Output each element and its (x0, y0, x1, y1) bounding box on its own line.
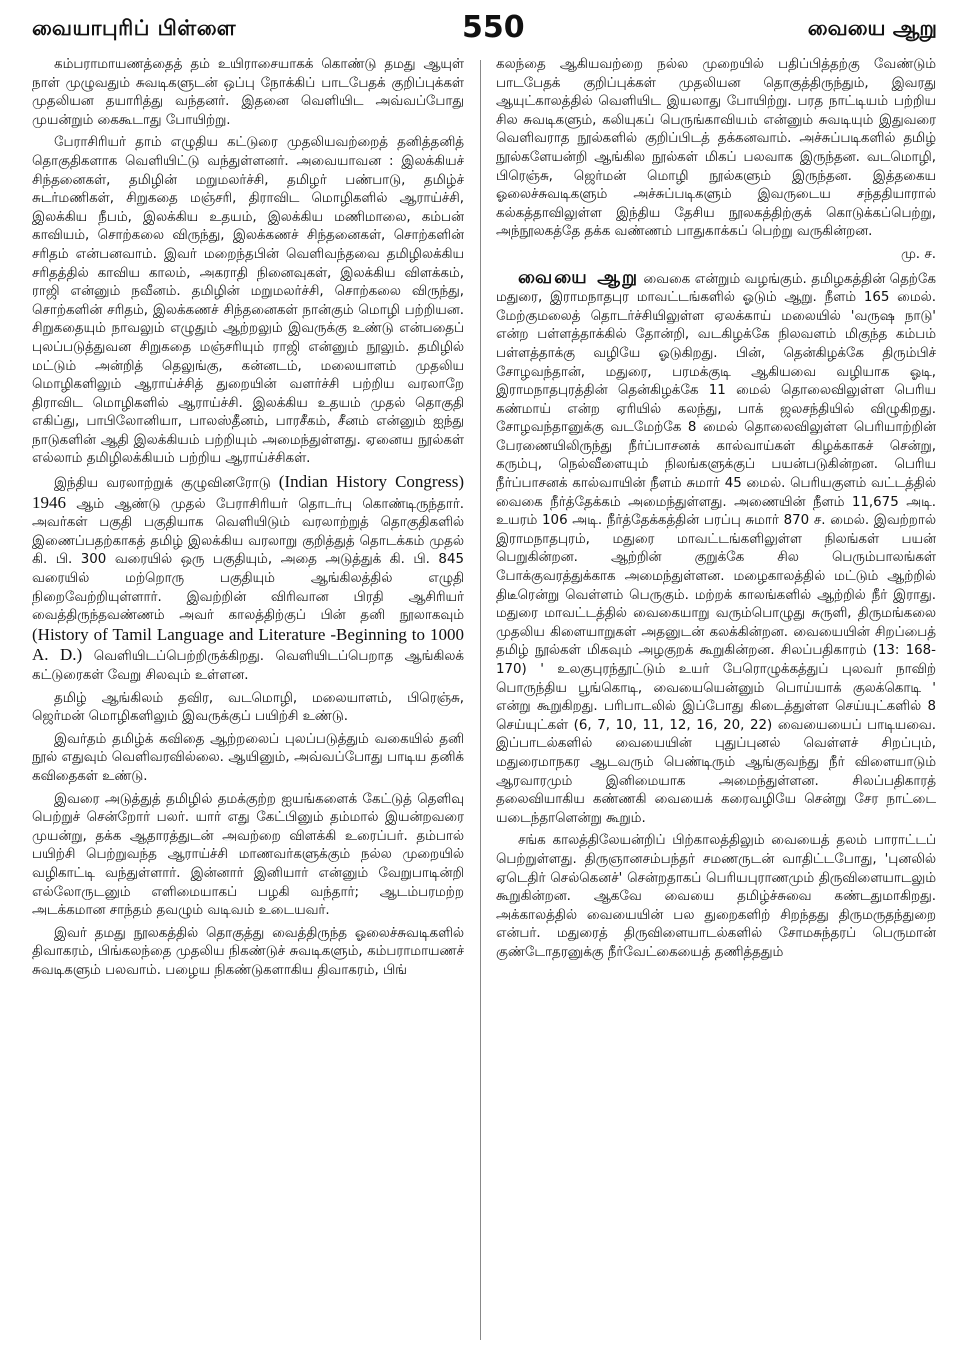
left-paragraph-3-english-1: (Indian History Congress) 1946 (32, 472, 464, 512)
header-right-title: வையை ஆறு (807, 16, 937, 40)
right-paragraph-3: சங்க காலத்திலேயன்றிப் பிற்காலத்திலும் வையைத் தலம் பாராட்டப் பெற்றுள்ளது. திருஞானசம்பந்தர் சமணருடன் வாதிட்டபோது, 'புனலில் ஏடெதிர் செல்கெனச்' சென்றதாகப் பெரியபுராணமும் திருவிளையாடலும் கூறுகின்றன. ஆகவே வையை தமிழ்ச்சுவை கண்டதுமாகிறது. அக்காலத்தில் வையையின் பல துறைகளிற் சிறந்தது திருமருதந்துறை என்பர். மதுரைத் திருவிளையாடல்களில் சோமசுந்தரப் பெருமான் குண்டோதரனுக்கு நீர்வேட்கையைத் தணித்ததும் (496, 833, 936, 960)
left-paragraph-3-english-2: (History of Tamil Language and Literature -Beginning to 1000 A. D.) (32, 624, 464, 665)
left-paragraph-3-part-c: வெளியிடப்பெற்றிருக்கிறது. வெளியிடப்பெறாத ஆங்கிலக் கட்டுரைகள் வேறு சிலவும் உள்ளன. (32, 649, 464, 683)
entry-body: வைகை என்றும் வழங்கும். தமிழகத்தின் தெற்கே மதுரை, இராமநாதபுர மாவட்டங்களில் ஓடும் ஆறு. நீளம் 165 மைல். மேற்குமலைத் தொடர்ச்சியிலுள்ள ஏலக்காய் மலையில் 'வருஷ நாடு' என்ற பள்ளத்தாக்கில் தோன்றி, வடகிழக்கே நிலவளம் மிகுந்த கம்பம் பள்ளத்தாக்கு வழியே ஓடுகிறது. பின், தென்கிழக்கே திரும்பிச் சோழவந்தான், மதுரை, பரமக்குடி ஆகியவை வழியாக ஓடி, இராமநாதபுரத்தின் தென்கிழக்கே 11 மைல் தொலைவிலுள்ள பெரிய கண்மாய் என்ற ஏரியில் கலந்து, பாக் ஜலசந்தியில் விழுகிறது. சோழவந்தானுக்கு வடமேற்கே 8 மைல் தொலைவிலுள்ள பெரியாற்றின் பேரணையிலிருந்து நீர்ப்பாசனக் கால்வாய்கள் கிழக்காகச் சென்று, கரும்பு, நெல்வீளையும் நிலங்களுக்குப் பயன்படுகின்றன. பெரிய நீர்ப்பாசனக் கால்வாயின் நீளம் சுமார் 45 மைல். பெரியகுளம் வட்டத்தில் வைகை நீர்த்தேக்கம் அமைந்துள்ளது. அணையின் நீளம் 11,675 அடி. உயரம் 106 அடி. நீர்த்தேக்கத்தின் பரப்பு சுமார் 870 ச. மைல். இவற்றால் இராமநாதபுரம், மதுரை மாவட்டங்களிலுள்ள நிலங்கள் பயன் பெறுகின்றன. ஆற்றின் குறுக்கே சில பெரும்பாலங்கள் போக்குவரத்துக்காக அமைந்துள்ளன. மழைகாலத்தில் மட்டும் ஆற்றில் திடீரென்று வெள்ளம் பெருகும். மற்றக் காலங்களில் ஆற்றில் நீர் இராது. மதுரை மாவட்டத்தில் வைகையாறு வரும்பொழுது சுருளி, திருமங்கலை முதலிய கிளையாறுகள் அதனுடன் கலக்கின்றன. வையையின் சிறப்பைத் தமிழ் நூல்கள் மிகவும் அழகுறக் கூறுகின்றன. சிலப்பதிகாரம் (13: 168-170) ' உலகுபுரந்தூட்டும் உயர் பேரொழுக்கத்துப் புலவர் நாவிற் பொருந்திய பூங்கொடி, வையையென்னும் பொய்யாக் குலக்கொடி ' என்று கூறுகிறது. பரிபாடலில் இப்போது கிடைத்துள்ள செய்யுட்களில் 8 செய்யுட்கள் (6, 7, 10, 11, 12, 16, 20, 22) வையையைப் பாடியவை. இப்பாடல்களில் வையையின் புதுப்புனல் வெள்ளச் சிறப்பும், மதுரைமாநகர ஆடவரும் பெண்டிரும் ஆங்குவந்து நீர் விளையாடும் ஆரவாரமும் இனிமையாக அமைந்துள்ளன. சிலப்பதிகாரத் தலைவியாகிய கண்ணகி வையைக் கரைவழியே சென்று சேர நாட்டை யடைந்தாளென்று கூறும். (496, 271, 936, 826)
left-paragraph-1: கம்பராமாயணத்தைத் தம் உயிராசையாகக் கொண்டு தமது ஆயுள் நாள் முழுவதும் சுவடிகளுடன் ஒப்பு நோக்கிப் பாடபேதக் குறிப்புக்கள் முதலியன தயாரித்து வந்தனர். இதனை வெளியிட அவ்வப்போது முயன்றும் கைகூடாது போயிற்று. (32, 57, 464, 128)
page-number: 550 (462, 10, 525, 45)
left-paragraph-6: இவரை அடுத்துத் தமிழில் தமக்குற்ற ஐயங்களைக் கேட்டுத் தெளிவு பெற்றுச் சென்றோர் பலர். யார் எது கேட்பினும் தம்மால் இயன்றவரை முயன்று, தக்க ஆதாரத்துடன் அவற்றை விளக்கி உரைப்பர். தம்பால் பயிற்சி பெற்றுவந்த ஆராய்ச்சி மாணவர்களுக்கும் நல்ல முறையில் வழிகாட்டி வந்துள்ளார். இன்னார் இனியார் என்னும் வேறுபாடின்றி எல்லோருடனும் எளிமையாகப் பழகி வந்தார்; ஆடம்பரமற்ற அடக்கமான சாந்தம் தவழும் வடிவம் உடையவர். (32, 791, 464, 919)
left-paragraph-2: பேராசிரியர் தாம் எழுதிய கட்டுரை முதலியவற்றைத் தனித்தனித் தொகுதிகளாக வெளியிட்டு வந்துள்ளனர். அவையாவன : இலக்கியச் சிந்தனைகள், தமிழின் மறுமலர்ச்சி, தமிழர் பண்பாடு, தமிழ்ச் சுடர்மணிகள், சிறுகதை மஞ்சரி, திராவிட மொழிகளில் ஆராய்ச்சி, இலக்கிய நீபம், இலக்கிய உதயம், இலக்கிய மணிமாலை, கம்பன் காவியம், சொற்கலை விருந்து, இலக்கணச் சிந்தனைகள், சொற்களின் சரிதம் என்பனவாம். இவர் மறைந்தபின் வெளிவந்தவை தமிழிலக்கிய சரிதத்தில் காவிய காலம், அகராதி நினைவுகள், இலக்கிய விளக்கம், ராஜி என்னும் நவீனம். தமிழின் மறுமலர்ச்சி, சொற்கலை விருந்து, சொற்களின் சரிதம், இலக்கணச் சிந்தனைகள் நான்கும் மொழி பற்றியன. சிறுகதையும் நாவலும் எழுதும் ஆற்றலும் இவருக்கு உண்டு என்பதைப் புலப்படுத்துவன சிறுகதை மஞ்சரியும் ராஜி என்னும் நூலும். தமிழில் மட்டும் அன்றித் தெலுங்கு, கன்னடம், மலையாளம் முதலிய மொழிகளிலும் ஆராய்ச்சித் துறையின் வளர்ச்சி பற்றிய வரலாறே திராவிட மொழிகளில் ஆராய்ச்சி. இலக்கிய உதயம் முதல் தொகுதி எகிப்து, பாபிலோனியா, பாலஸ்தீனம், பாரசீகம், சீனம் என்னும் ஐந்து நாடுகளின் ஆதி இலக்கியம் பற்றியும் அமைந்துள்ளது. ஏனைய நூல்கள் எல்லாம் தமிழிலக்கியம் பற்றிய ஆராய்ச்சிகள். (32, 135, 464, 467)
left-paragraph-7: இவர் தமது நூலகத்தில் தொகுத்து வைத்திருந்த ஓலைச்சுவடிகளில் திவாகரம், பிங்கலந்தை முதலிய நிகண்டுச் சுவடிகளும், கம்பராமாயணச் சுவடிகளும் பலவாம். பழைய நிகண்டுகளாகிய திவாகரம், பிங் (32, 925, 464, 978)
right-column (496, 56, 936, 1352)
left-paragraph-5: இவர்தம் தமிழ்க் கவிதை ஆற்றலைப் புலப்படுத்தும் வகையில் தனி நூல் எதுவும் வெளிவரவில்லை. ஆயினும், அவ்வப்போது பாடிய தனிக் கவிதைகள் உண்டு. (32, 731, 464, 784)
page-header (32, 6, 937, 52)
author-initials: மு. ச. (900, 246, 936, 262)
entry-headword: வையை ஆறு (518, 266, 640, 288)
left-paragraph-3-part-b: ஆம் ஆண்டு முதல் பேராசிரியர் தொடர்பு கொண்டிருந்தார். அவர்கள் பகுதி பகுதியாக வெளியிடும் வரலாற்றுத் தொகுதிகளில் இணைப்பதற்காகத் தமிழ் இலக்கிய வரலாறு குறித்துத் தொடக்கம் முதல் கி. பி. 300 வரையில் ஒரு பகுதியும், அதை அடுத்துக் கி. பி. 845 வரையில் மற்றொரு பகுதியும் ஆங்கிலத்தில் எழுதி நிறைவேற்றியுள்ளார். இவற்றின் விரிவான பிரதி ஆசிரியர் வைத்திருந்தவண்ணம் அவர் காலத்திற்குப் பின் தனி நூலாகவும் (32, 496, 464, 624)
left-paragraph-3-part-a: இந்திய வரலாற்றுக் குழுவினரோடு (54, 476, 279, 492)
header-left-title: வையாபுரிப் பிள்ளை (32, 16, 237, 40)
entry-paragraph (496, 266, 936, 829)
right-paragraph-1: கலந்தை ஆகியவற்றை நல்ல முறையில் பதிப்பித்தற்கு வேண்டும் பாடபேதக் குறிப்புக்கள் முதலியன தொகுத்திருந்தும், இவரது ஆயுட்காலத்தில் வெளியிட இயலாது போயிற்று. பரத நாட்டியம் பற்றிய சில சுவடிகளும், கலியுகப் பெருங்காவியம் என்னும் சுவடியும் இதுவரை வெளிவராத நூல்களில் குறிப்பிடத் தக்கனவாம். அச்சுப்படிகளில் தமிழ் நூல்களேயன்றி ஆங்கில நூல்கள் மிகப் பலவாக இருந்தன. வடமொழி, பிரெஞ்சு, ஜெர்மன் மொழி நூல்களும் இருந்தன. இத்தகைய ஓலைச்சுவடிகளும் அச்சுப்படிகளும் இவருடைய சந்ததியாரால் கல்கத்தாவிலுள்ள இந்திய தேசிய நூலகத்திற்குக் கொடுக்கப்பெற்று, அந்நூலகத்தே தக்க வண்ணம் பாதுகாக்கப் பெற்று வருகின்றன. (496, 57, 936, 240)
left-paragraph-3 (32, 473, 464, 686)
left-column (32, 56, 464, 1352)
left-paragraph-4: தமிழ் ஆங்கிலம் தவிர, வடமொழி, மலையாளம், பிரெஞ்சு, ஜெர்மன் மொழிகளிலும் இவருக்குப் பயிற்சி உண்டு. (32, 690, 464, 725)
column-divider (480, 60, 481, 1340)
